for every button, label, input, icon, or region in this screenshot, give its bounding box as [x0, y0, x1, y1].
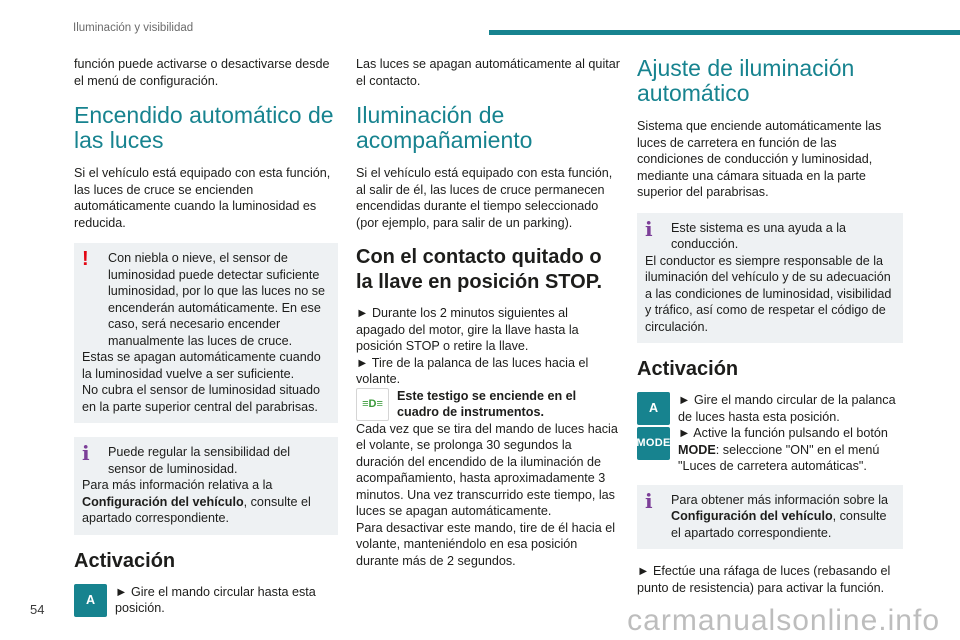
step-text: ► Tire de la palanca de las luces hacia el volante.	[356, 355, 589, 386]
step-text: ► Gire el mando circular de la palanca de luces hasta esta posición.	[678, 393, 896, 424]
info-icon: i	[82, 441, 90, 465]
indicator-note	[356, 388, 620, 421]
note-text: Para obtener más información sobre la Configuración del vehículo, consulte el apartado correspondiente.	[671, 492, 889, 540]
step-text: ► Durante los 2 minutos siguientes al apagado del motor, gire la llave hasta la posición STOP o retire la llave.	[356, 306, 579, 353]
paragraph: Cada vez que se tira del mando de luces hacia el volante, se prolonga 30 segundos la duración del encendido de la iluminación de acompañamiento, hasta aproximadamente 3 minutos. Una vez transcurrido este tiempo, las luces se apagan automáticamente.	[356, 421, 618, 518]
paragraph: Si el vehículo está equipado con esta función, las luces de cruce se encienden automáticamente cuando la luminosidad es reducida.	[74, 166, 331, 230]
heading-auto-lights: Encendido automático de las luces	[74, 102, 334, 153]
heading-activation: Activación	[74, 549, 176, 572]
column-2	[356, 56, 620, 569]
note-text: Puede regular la sensibilidad del sensor de luminosidad.	[108, 445, 291, 476]
warning-note	[74, 243, 338, 423]
step-text: ► Active la función pulsando el botón MODE: seleccione "ON" en el menú "Luces de carretera automáticas".	[678, 426, 888, 473]
note-text: El conductor es siempre responsable de la iluminación del vehículo y de su adecuación a las condiciones de luminosidad, visibilidad y tráfico, así como de respetar el código de circulación.	[645, 253, 892, 334]
paragraph: Si el vehículo está equipado con esta función, al salir de él, las luces de cruce permanecen encendidas durante el tiempo seleccionado (por ejemplo, para salir de un parking).	[356, 166, 613, 230]
activation-step	[637, 392, 903, 475]
section-title: Iluminación y visibilidad	[73, 22, 194, 34]
note-text: Estas se apagan automáticamente cuando la luminosidad vuelve a ser suficiente.	[82, 350, 321, 381]
paragraph: función puede activarse o desactivarse desde el menú de configuración.	[74, 57, 330, 88]
indicator-text: Este testigo se enciende en el cuadro de instrumentos.	[397, 388, 577, 419]
paragraph: Para desactivar este mando, tire de él hacia el volante, manteniéndolo en esa posición durante más de 2 segundos.	[356, 520, 616, 568]
auto-light-icon: A	[74, 584, 107, 617]
header-accent-bar	[489, 30, 960, 35]
warning-icon: !	[82, 248, 89, 270]
heading-follow-me: Iluminación de acompañamiento	[356, 102, 533, 153]
note-text: Con niebla o nieve, el sensor de luminosidad puede detectar suficiente luminosidad, por lo que las luces no se encenderán automáticamente. En ese caso, será necesario encender manualmente las luces de cruce.	[108, 251, 326, 348]
activation-step	[74, 584, 338, 617]
heading-stop: Con el contacto quitado o la llave en posición STOP.	[356, 246, 603, 293]
paragraph: Las luces se apagan automáticamente al quitar el contacto.	[356, 57, 620, 88]
heading-activation: Activación	[637, 358, 739, 380]
column-1	[74, 56, 338, 617]
follow-me-lamp-icon: ≡D≡	[356, 388, 389, 421]
watermark: carmanualsonline.info	[627, 604, 940, 637]
note-text: No cubra el sensor de luminosidad situado en la parte superior central del parabrisas.	[82, 383, 321, 414]
paragraph: ► Efectúe una ráfaga de luces (rebasando el punto de resistencia) para activar la función.	[637, 564, 891, 595]
page-number: 54	[30, 602, 45, 617]
column-3	[637, 56, 903, 596]
auto-high-beam-icon: A	[637, 392, 670, 425]
info-icon: i	[645, 488, 653, 513]
note-text: Este sistema es una ayuda a la conducción.	[671, 220, 847, 251]
info-note	[74, 437, 338, 535]
info-icon: i	[645, 216, 653, 241]
mode-button-icon: MODE	[637, 427, 670, 460]
paragraph: Sistema que enciende automáticamente las luces de carretera en función de las condiciones de conducción y luminosidad, mediante una cámara situada en la parte superior del parabrisas.	[637, 119, 882, 199]
info-note	[637, 485, 903, 550]
heading-auto-high-beam: Ajuste de iluminación automático	[637, 55, 855, 106]
step-text: ► Gire el mando circular hasta esta posición.	[115, 584, 316, 615]
info-note	[637, 213, 903, 344]
note-text: Para más información relativa a la Configuración del vehículo, consulte el apartado correspondiente.	[82, 478, 311, 525]
